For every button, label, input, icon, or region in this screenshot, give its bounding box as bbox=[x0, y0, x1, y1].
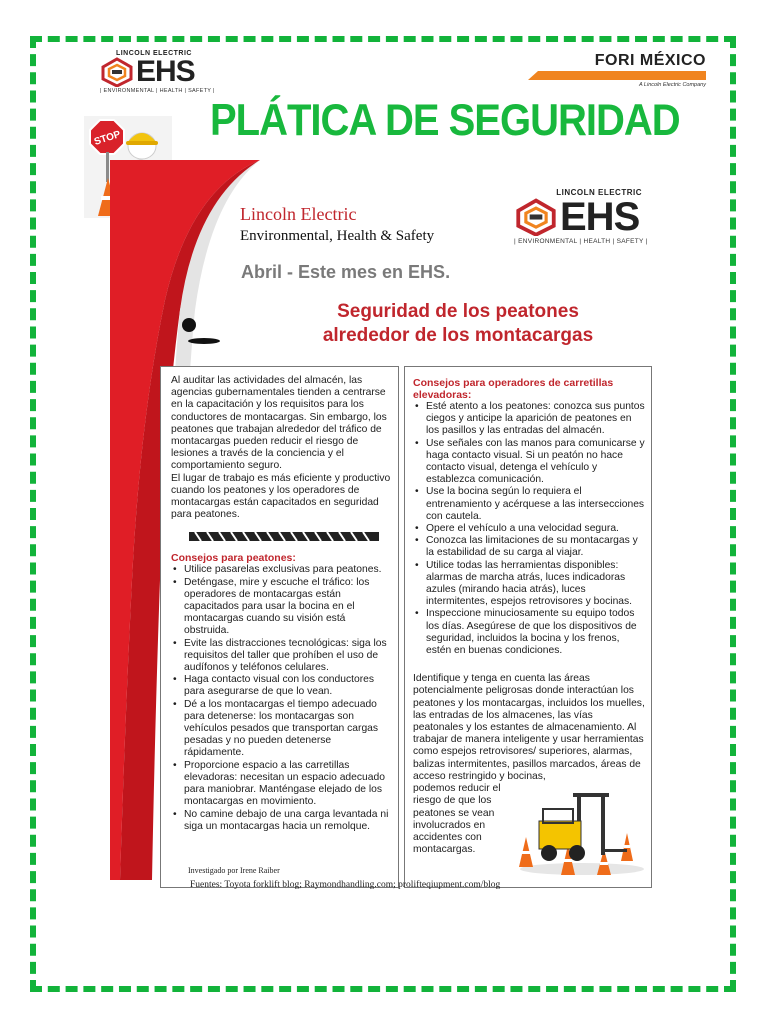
pedestrian-tips-list bbox=[171, 564, 391, 832]
list-item: • Utilice todas las herramientas disponibles: alarmas de marcha atrás, luces indicadoras azules (mirando hacia atrás), luces intermitentes, espejos retrovisores y bocinas. bbox=[426, 560, 645, 609]
ehs-emblem-icon bbox=[100, 57, 134, 87]
forklift-cones-illustration bbox=[517, 787, 647, 879]
stop-sign-text: STOP bbox=[92, 129, 123, 148]
ehs-mid-emblem-icon bbox=[514, 198, 558, 236]
right-column-box bbox=[404, 366, 652, 888]
article-credit: Investigado por Irene Raiber bbox=[188, 866, 280, 875]
pedestrian-icon bbox=[180, 316, 220, 346]
sources-line: Fuentes: Toyota forklift blog; Raymondhandling.com; prolifteqiupment.com/blog bbox=[190, 880, 501, 890]
fori-mexico-logo bbox=[516, 52, 706, 88]
newsletter-company: Lincoln Electric bbox=[240, 204, 357, 224]
ehs-mid-tagline: | ENVIRONMENTAL | HEALTH | SAFETY | bbox=[514, 238, 648, 245]
list-item: • Use señales con las manos para comunicarse y haga contacto visual. Si un peatón no hace contacto visual, detenga el vehículo y establezca comunicación. bbox=[426, 438, 645, 487]
list-item: • Evite las distracciones tecnológicas: siga los requisitos del taller que prohíben el uso de audífonos y teléfonos celulares. bbox=[184, 638, 391, 675]
fori-bar-arrow-icon bbox=[516, 71, 706, 80]
ehs-tagline: | ENVIRONMENTAL | HEALTH | SAFETY | bbox=[100, 88, 215, 94]
list-item: • Proporcione espacio a las carretillas elevadoras: necesitan un espacio adecuado para maniobrar. Manténgase elejado de los montacargas en movimiento. bbox=[184, 760, 391, 809]
article-title-line1: Seguridad de los peatones bbox=[337, 301, 579, 322]
ehs-logo-newsletter bbox=[514, 188, 648, 245]
newsletter-month: Abril - Este mes en EHS. bbox=[241, 262, 451, 282]
left-intro: Al auditar las actividades del almacén, las agencias gubernamentales tienden a centrarse en la capacitación y los requisitos para los conductores de montacargas. Sin embargo, los peatones que trabajan alrededor del tráfico de montacargas pueden reducir el riesgo de lesiones a través de la conciencia y el comportamiento seguro. bbox=[171, 375, 387, 472]
pedestrian-tips-heading: Consejos para peatones: bbox=[171, 552, 296, 565]
list-item: • Inspeccione minuciosamente su equipo todos los días. Asegúrese de que los dispositivos de seguridad, incluidos la bocina y los frenos, estén en buenas condiciones. bbox=[426, 608, 645, 657]
list-item: • Haga contacto visual con los conductores para asegurarse de que lo vean. bbox=[184, 674, 391, 698]
ehs-logo-header bbox=[100, 50, 215, 94]
right-column-content bbox=[413, 377, 645, 856]
left-column-box bbox=[160, 366, 399, 888]
list-item: • Utilice pasarelas exclusivas para peatones. bbox=[184, 564, 391, 576]
fori-name: FORI MÉXICO bbox=[594, 52, 706, 69]
list-item: • Esté atento a los peatones: conozca sus puntos ciegos y anticipe la aparición de peatones en los pasillos y las entradas del almacén. bbox=[426, 401, 645, 438]
list-item: • Deténgase, mire y escuche el tráfico: los operadores de montacargas están capacitados para usar la bocina en el montacargas cuando su visión está obstruida. bbox=[184, 577, 391, 638]
list-item: • Conozca las limitaciones de su montacargas y la estabilidad de su carga al viajar. bbox=[426, 535, 645, 559]
operator-tips-list bbox=[413, 401, 645, 657]
ehs-mid-letters: EHS bbox=[560, 195, 640, 239]
list-item: • Use la bocina según lo requiera el entrenamiento y acérquese a las intersecciones con cautela. bbox=[426, 486, 645, 523]
list-item: • Dé a los montacargas el tiempo adecuado para detenerse: los montacargas son vehículos pesados que transportan cargas pesadas y no pueden detenerse rápidamente. bbox=[184, 699, 391, 760]
list-item: • No camine debajo de una carga levantada ni siga un montacargas hacia un remolque. bbox=[184, 809, 391, 833]
article-title-line2: alrededor de los montacargas bbox=[322, 325, 594, 346]
fori-company-tagline: A Lincoln Electric Company bbox=[638, 82, 706, 88]
list-item: • Opere el vehículo a una velocidad segura. bbox=[426, 523, 645, 535]
left-intro-2: El lugar de trabajo es más eficiente y productivo cuando los peatones y los operadores de montacargas están capacitados en seguridad para peatones. bbox=[171, 472, 391, 521]
ehs-mid-brand: LINCOLN ELECTRIC bbox=[556, 188, 642, 197]
page-title: PLÁTICA DE SEGURIDAD bbox=[210, 96, 680, 146]
ehs-brand-text: LINCOLN ELECTRIC bbox=[115, 50, 192, 57]
operator-tips-heading: Consejos para operadores de carretillas elevadoras: bbox=[413, 377, 614, 401]
ehs-letters: EHS bbox=[136, 55, 195, 88]
closing-paragraph: Identifique y tenga en cuenta las áreas potencialmente peligrosas donde interactúan los peatones y los montacargas, incluidos los muelles, las entradas de los almacenes, las vías peatonales y los estantes de almacenamiento. Al trabajar de manera inteligente y usar herramientas como espejos retrovisores/ superiores, alarmas, balizas intermitentes, pasillos marcados, áreas de acceso restringido y bocinas, bbox=[413, 673, 645, 782]
article-title bbox=[272, 300, 644, 348]
tire-track-divider-icon bbox=[189, 530, 399, 542]
fori-orange-bar bbox=[516, 71, 706, 80]
closing-paragraph-tail: podemos reducir el riesgo de que los peatones se vean involucrados en accidentes con montacargas. bbox=[413, 783, 501, 856]
left-column-content bbox=[171, 375, 391, 833]
newsletter-department: Environmental, Health & Safety bbox=[240, 228, 435, 244]
